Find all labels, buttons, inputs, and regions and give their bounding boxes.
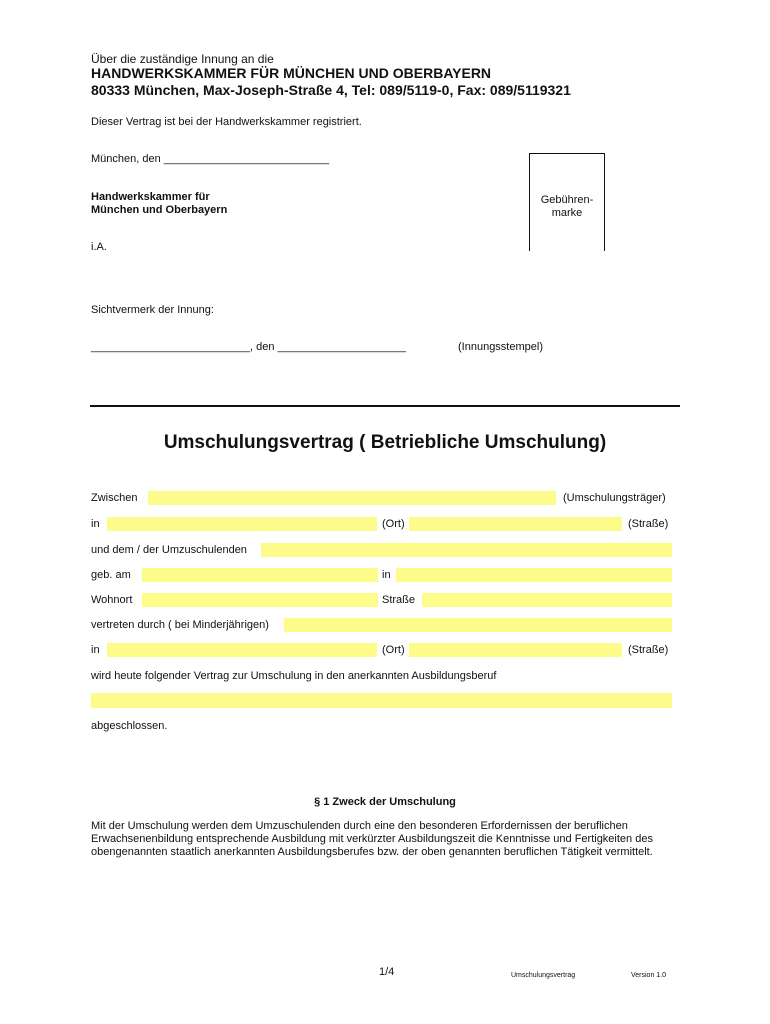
field-geburtsdatum[interactable] — [142, 568, 378, 582]
guild-stamp-label: (Innungsstempel) — [458, 341, 543, 353]
label-strasse-3: (Straße) — [628, 644, 669, 656]
org-name: HANDWERKSKAMMER FÜR MÜNCHEN UND OBERBAYERN — [91, 65, 492, 81]
fee-stamp-label — [530, 194, 604, 220]
field-wohnort[interactable] — [142, 593, 378, 607]
label-strasse-2: Straße — [382, 594, 416, 606]
field-ort-traeger[interactable] — [107, 517, 377, 531]
signatory-line-2: München und Oberbayern — [91, 204, 228, 216]
footer-version: Version 1.0 — [631, 972, 667, 979]
label-in-3: in — [91, 644, 100, 656]
field-vertreter[interactable] — [284, 618, 672, 632]
fee-stamp-line-2: marke — [551, 207, 583, 219]
section-divider — [90, 405, 680, 407]
label-vertreten: vertreten durch ( bei Minderjährigen) — [91, 619, 269, 631]
signatory-line-1: Handwerkskammer für — [91, 191, 210, 203]
ausbildungsberuf-intro: wird heute folgender Vertrag zur Umschulung in den anerkannten Ausbildungsberuf — [91, 670, 497, 682]
fee-stamp-box — [529, 153, 605, 251]
org-address: 80333 München, Max-Joseph-Straße 4, Tel: 089/5119-0, Fax: 089/5119321 — [91, 82, 571, 98]
label-umzuschulender: und dem / der Umzuschulenden — [91, 544, 247, 556]
page-number: 1/4 — [379, 966, 395, 978]
field-ausbildungsberuf[interactable] — [91, 693, 672, 708]
field-ort-vertreter[interactable] — [107, 643, 377, 657]
label-ort-1: (Ort) — [382, 518, 405, 530]
label-geb-am: geb. am — [91, 569, 131, 581]
fee-stamp-line-1: Gebühren- — [540, 194, 594, 206]
label-in-2: in — [382, 569, 391, 581]
field-geburtsort[interactable] — [396, 568, 672, 582]
label-wohnort: Wohnort — [91, 594, 133, 606]
label-in-1: in — [91, 518, 100, 530]
field-strasse-vertreter[interactable] — [409, 643, 622, 657]
guild-place-date-line: __________________________, den _____________________ — [91, 341, 407, 353]
label-strasse-1: (Straße) — [628, 518, 669, 530]
footer-doc-name: Umschulungsvertrag — [511, 972, 576, 979]
ia-label: i.A. — [91, 241, 107, 253]
document-title: Umschulungsvertrag ( Betriebliche Umschulung) — [163, 432, 607, 453]
label-zwischen: Zwischen — [91, 492, 138, 504]
label-ort-2: (Ort) — [382, 644, 405, 656]
field-strasse-wohnort[interactable] — [422, 593, 672, 607]
registered-note: Dieser Vertrag ist bei der Handwerkskammer registriert. — [91, 116, 362, 128]
date-line: München, den ___________________________ — [91, 153, 329, 165]
intro-text: Über die zuständige Innung an die — [91, 52, 274, 66]
abgeschlossen-text: abgeschlossen. — [91, 720, 168, 732]
guild-endorsement: Sichtvermerk der Innung: — [91, 304, 214, 316]
section-1-heading: § 1 Zweck der Umschulung — [314, 796, 456, 808]
field-strasse-traeger[interactable] — [409, 517, 622, 531]
label-umschulungstraeger: (Umschulungsträger) — [563, 492, 666, 504]
field-umzuschulender-name[interactable] — [261, 543, 672, 557]
section-1-text: Mit der Umschulung werden dem Umzuschulenden durch eine den besonderen Erfordernissen der beruflichen Erwachsenenbildung entsprechende Ausbildung mit verkürzter Ausbildungszeit die Kenntnisse und Fertigkeiten des obengenannten staatlich anerkannten Ausbildungsberufes bzw. der oben genannten beruflichen Tätigkeit vermittelt. — [91, 820, 653, 858]
field-umschulungstraeger[interactable] — [148, 491, 556, 505]
